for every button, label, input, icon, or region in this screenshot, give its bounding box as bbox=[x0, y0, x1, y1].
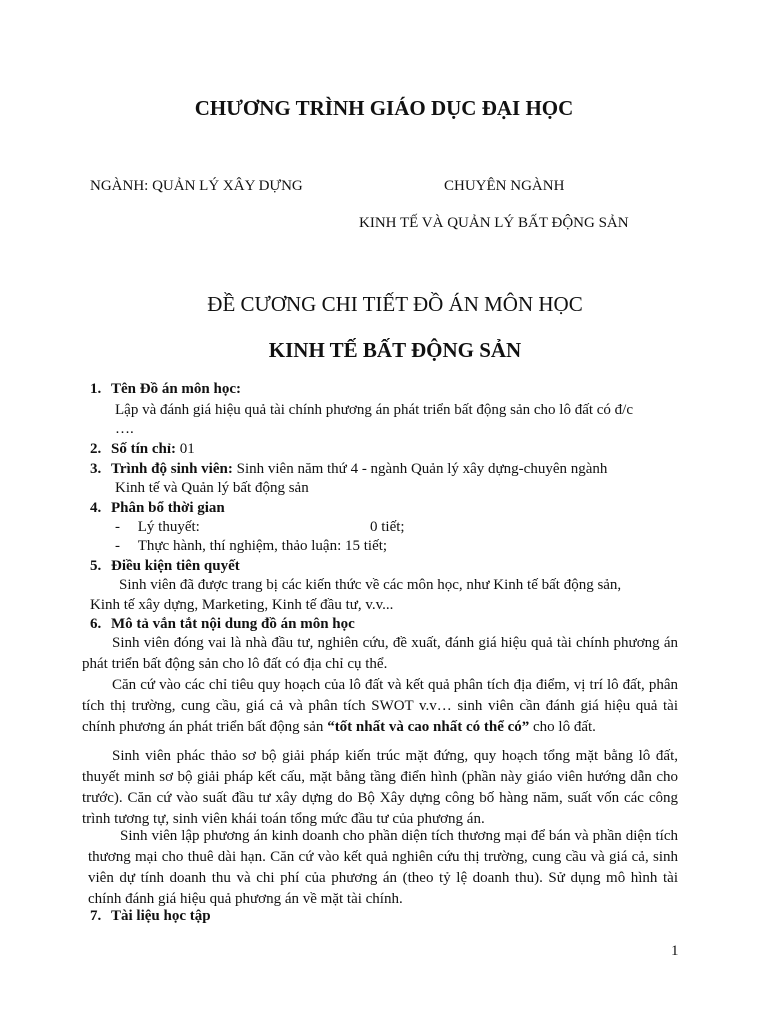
paragraph-text: Căn cứ vào các chỉ tiêu quy hoạch của lô đất và kết quả phân tích địa điểm, vị trí lô đất, phân tích thị trường, cung cầu, giá cả và phân tích SWOT v.v… sinh viên cần đánh giá hiệu quả tài chính phương án phát triển bất động sản bbox=[82, 677, 678, 735]
section-number: 2. bbox=[90, 441, 102, 457]
outline-subtitle: ĐỀ CƯƠNG CHI TIẾT ĐỒ ÁN MÔN HỌC bbox=[207, 292, 583, 316]
time-label: Lý thuyết: bbox=[137, 519, 200, 535]
section-4-heading bbox=[90, 498, 225, 518]
page-number: 1 bbox=[671, 943, 679, 959]
section-number: 5. bbox=[90, 558, 102, 574]
document-title: CHƯƠNG TRÌNH GIÁO DỤC ĐẠI HỌC bbox=[194, 96, 574, 120]
time-value: 0 tiết; bbox=[370, 519, 405, 535]
description-paragraph: Sinh viên phác thảo sơ bộ giải pháp kiến trúc mặt đứng, quy hoạch tổng mặt bằng lô đất, thuyết minh sơ bộ giải pháp kết cấu, mặt bằng tầng điển hình (phần này giáo viên hướng dẫn cho trước). Căn cứ vào suất đầu tư xây dựng do Bộ Xây dựng công bố hàng năm, suất vốn các công trình tương tự, sinh viên khái toán tổng mức đầu tư của phương án. bbox=[82, 748, 678, 827]
description-paragraph: Sinh viên lập phương án kinh doanh cho phần diện tích thương mại để bán và phần diện tích thương mại cho thuê dài hạn. Căn cứ vào kết quả nghiên cứu thị trường, cung cầu và giá cả, sinh viên dự tính doanh thu và chi phí của phương án (theo tỷ lệ doanh thu). Sử dụng mô hình tài chính đánh giá hiệu quả phương án về mặt tài chính. bbox=[88, 828, 678, 907]
section-number: 4. bbox=[90, 500, 102, 516]
student-level-value: Sinh viên năm thứ 4 - ngành Quản lý xây dựng-chuyên ngành bbox=[232, 461, 608, 477]
section-5-line: Kinh tế xây dựng, Marketing, Kinh tế đầu tư, v.v... bbox=[90, 597, 394, 613]
description-paragraph: Sinh viên đóng vai là nhà đầu tư, nghiên cứu, đề xuất, đánh giá hiệu quả tài chính phương án phát triển bất động sản cho lô đất có địa chỉ cụ thể. bbox=[82, 635, 678, 672]
list-dash: - bbox=[115, 519, 120, 535]
section-3-heading bbox=[90, 459, 607, 479]
time-item bbox=[115, 536, 387, 556]
chuyen-nganh-value: KINH TẾ VÀ QUẢN LÝ BẤT ĐỘNG SẢN bbox=[359, 215, 629, 231]
section-6-heading bbox=[90, 614, 355, 634]
section-number: 7. bbox=[90, 908, 102, 924]
section-title: Số tín chỉ: bbox=[111, 441, 177, 457]
section-title: Tài liệu học tập bbox=[111, 908, 211, 924]
section-2-heading bbox=[90, 439, 195, 459]
section-7-heading bbox=[90, 906, 211, 926]
credit-value: 01 bbox=[176, 441, 195, 457]
section-1-line: Lập và đánh giá hiệu quả tài chính phương án phát triển bất động sản cho lô đất có đ/c bbox=[115, 402, 633, 418]
section-title: Tên Đồ án môn học: bbox=[111, 381, 242, 397]
section-number: 3. bbox=[90, 461, 102, 477]
section-5-heading bbox=[90, 556, 240, 576]
section-number: 6. bbox=[90, 616, 102, 632]
section-1-line: …. bbox=[115, 421, 134, 437]
section-title: Trình độ sinh viên: bbox=[111, 461, 233, 477]
section-5-line: Sinh viên đã được trang bị các kiến thức về các môn học, như Kinh tế bất động sản, bbox=[119, 577, 622, 593]
chuyen-nganh-label: CHUYÊN NGÀNH bbox=[444, 178, 565, 194]
section-3-line: Kinh tế và Quản lý bất động sản bbox=[115, 480, 309, 496]
paragraph-text: cho lô đất. bbox=[529, 719, 596, 735]
nganh-label: NGÀNH: QUẢN LÝ XÂY DỰNG bbox=[90, 178, 303, 194]
time-label: Thực hành, thí nghiệm, thảo luận: 15 tiết; bbox=[137, 538, 388, 554]
list-dash: - bbox=[115, 538, 120, 554]
section-number: 1. bbox=[90, 381, 102, 397]
course-title: KINH TẾ BẤT ĐỘNG SẢN bbox=[268, 338, 522, 362]
section-title: Phân bổ thời gian bbox=[111, 500, 225, 516]
emphasis-text: “tốt nhất và cao nhất có thể có” bbox=[327, 719, 530, 735]
section-1-heading bbox=[90, 379, 241, 399]
section-title: Mô tả vắn tắt nội dung đồ án môn học bbox=[111, 616, 355, 632]
time-item bbox=[115, 517, 200, 537]
description-paragraph bbox=[82, 675, 678, 738]
section-title: Điều kiện tiên quyết bbox=[111, 558, 240, 574]
